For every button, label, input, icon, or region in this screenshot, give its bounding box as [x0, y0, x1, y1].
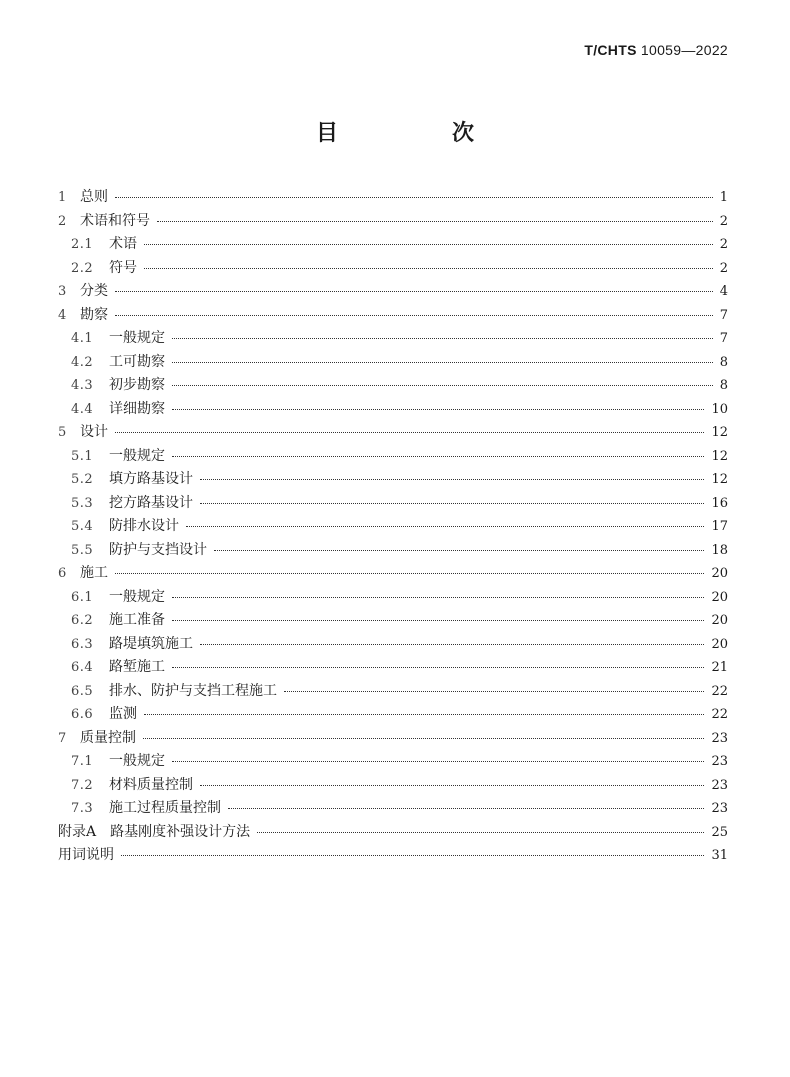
toc-leader-dots	[172, 619, 704, 621]
toc-leader-dots	[115, 431, 704, 433]
toc-entry-page: 12	[711, 448, 728, 464]
toc-entry-page: 22	[711, 683, 728, 699]
toc-entry-number: 6.2	[71, 613, 94, 628]
toc-entry[interactable]	[58, 797, 728, 821]
toc-entry-number: 7.3	[71, 801, 94, 816]
toc-entry-number: 2.1	[71, 237, 94, 252]
toc-leader-dots	[121, 854, 704, 856]
toc-leader-dots	[143, 737, 704, 739]
toc-entry-number: 4.3	[71, 378, 94, 393]
toc-entry-label: 术语	[109, 236, 137, 252]
toc-entry-label: 防排水设计	[109, 518, 179, 534]
toc-entry-label: 附录A 路基刚度补强设计方法	[58, 823, 251, 840]
toc-entry[interactable]	[58, 774, 728, 798]
toc-entry-number: 6.6	[71, 707, 94, 722]
toc-entry-number: 7	[58, 730, 67, 746]
toc-entry-label: 设计	[80, 424, 108, 440]
toc-entry-number: 5.2	[71, 472, 94, 487]
toc-entry[interactable]	[58, 680, 728, 704]
toc-entry-label: 防护与支挡设计	[109, 541, 207, 558]
toc-leader-dots	[144, 713, 704, 715]
standard-code	[584, 42, 728, 58]
toc-entry-label: 初步勘察	[109, 377, 165, 393]
toc-entry-number: 3	[58, 284, 67, 299]
toc-entry-label: 挖方路基设计	[109, 494, 193, 511]
toc-entry[interactable]	[58, 609, 728, 633]
toc-entry-label: 监测	[109, 706, 137, 722]
toc-entry-page: 1	[719, 190, 728, 205]
toc-entry[interactable]	[58, 703, 728, 727]
toc-entry-number: 5.5	[71, 542, 94, 558]
toc-entry-number: 6	[58, 566, 67, 581]
toc-entry[interactable]	[58, 304, 728, 328]
toc-entry-number: 2.2	[71, 260, 94, 276]
toc-leader-dots	[214, 549, 704, 551]
toc-leader-dots	[186, 525, 704, 527]
toc-entry-page: 4	[719, 284, 728, 299]
toc-entry-number: 5.4	[71, 519, 94, 534]
toc-entry-page: 8	[719, 378, 728, 393]
toc-entry-page: 20	[711, 613, 728, 628]
toc-entry-page: 7	[719, 307, 728, 323]
toc-entry-number: 6.1	[71, 589, 94, 605]
toc-entry-label: 施工准备	[109, 612, 165, 628]
toc-entry-page: 2	[719, 237, 728, 252]
toc-entry-number: 6.3	[71, 636, 94, 652]
toc-entry-label: 一般规定	[109, 330, 165, 346]
toc-entry-label: 施工	[80, 565, 108, 581]
toc-leader-dots	[284, 690, 704, 692]
toc-entry-number: 5.3	[71, 495, 94, 511]
toc-leader-dots	[228, 807, 704, 809]
toc-entry[interactable]	[58, 750, 728, 774]
toc-entry-number: 5	[58, 425, 67, 440]
toc-entry[interactable]	[58, 468, 728, 492]
toc-entry-number: 2	[58, 213, 67, 229]
toc-entry[interactable]	[58, 351, 728, 375]
toc-entry-number: 4	[58, 307, 67, 323]
toc-entry[interactable]	[58, 233, 728, 257]
toc-leader-dots	[157, 220, 713, 222]
toc-entry-page: 22	[711, 707, 728, 722]
toc-entry[interactable]	[58, 186, 728, 210]
toc-entry[interactable]	[58, 633, 728, 657]
toc-entry-label: 用词说明	[58, 847, 114, 863]
toc-entry-number: 6.5	[71, 683, 94, 699]
toc-entry[interactable]	[58, 374, 728, 398]
toc-entry[interactable]	[58, 727, 728, 751]
toc-entry[interactable]	[58, 280, 728, 304]
toc-entry-page: 12	[711, 425, 728, 440]
toc-entry-page: 21	[711, 660, 728, 675]
toc-entry-page: 31	[711, 848, 728, 863]
toc-entry-number: 7.1	[71, 754, 94, 769]
toc-entry-label: 施工过程质量控制	[109, 800, 221, 816]
toc-leader-dots	[200, 784, 704, 786]
standard-code-prefix: T/CHTS	[584, 42, 637, 58]
toc-entry[interactable]	[58, 844, 728, 868]
toc-entry-label: 分类	[80, 283, 108, 299]
toc-leader-dots	[144, 243, 713, 245]
toc-entry[interactable]	[58, 656, 728, 680]
toc-leader-dots	[172, 760, 704, 762]
toc-entry[interactable]	[58, 562, 728, 586]
toc-entry-label: 工可勘察	[109, 353, 165, 370]
toc-entry-page: 23	[711, 754, 728, 769]
standard-code-number: 10059—2022	[640, 42, 728, 58]
toc-leader-dots	[172, 455, 704, 457]
toc-entry[interactable]	[58, 210, 728, 234]
toc-entry-page: 7	[719, 331, 728, 346]
toc-entry-page: 20	[711, 566, 728, 581]
toc-leader-dots	[115, 290, 713, 292]
toc-leader-dots	[115, 572, 704, 574]
toc-entry-page: 12	[711, 472, 728, 487]
toc-leader-dots	[172, 361, 713, 363]
toc-entry[interactable]	[58, 398, 728, 422]
toc-leader-dots	[200, 643, 704, 645]
toc-entry-page: 8	[719, 354, 728, 370]
toc-entry-label: 一般规定	[109, 447, 165, 464]
toc-leader-dots	[172, 408, 704, 410]
toc-entry-page: 17	[711, 519, 728, 534]
toc-entry[interactable]	[58, 445, 728, 469]
toc-entry-page: 25	[711, 824, 728, 840]
toc-leader-dots	[200, 478, 704, 480]
toc-entry-label: 路堤填筑施工	[109, 635, 193, 652]
toc-entry-page: 23	[711, 730, 728, 746]
toc-entry-page: 23	[711, 801, 728, 816]
toc-entry-label: 勘察	[80, 306, 108, 323]
toc-entry-number: 6.4	[71, 660, 94, 675]
toc-entry-label: 排水、防护与支挡工程施工	[109, 682, 277, 699]
toc-entry[interactable]	[58, 515, 728, 539]
toc-entry[interactable]	[58, 421, 728, 445]
table-of-contents	[58, 186, 728, 868]
toc-entry[interactable]	[58, 327, 728, 351]
toc-entry-label: 质量控制	[80, 729, 136, 746]
toc-entry-label: 填方路基设计	[109, 471, 193, 487]
toc-entry-page: 2	[719, 260, 728, 276]
page-title: 目 次	[315, 121, 520, 146]
toc-leader-dots	[144, 267, 713, 269]
toc-entry-label: 符号	[109, 259, 137, 276]
toc-entry-number: 4.4	[71, 401, 94, 417]
toc-entry-page: 20	[711, 636, 728, 652]
toc-leader-dots	[257, 831, 704, 833]
toc-entry-label: 术语和符号	[80, 212, 150, 229]
toc-entry-page: 18	[711, 542, 728, 558]
toc-entry-label: 详细勘察	[109, 400, 165, 417]
toc-entry-page: 10	[711, 401, 728, 417]
toc-entry-label: 一般规定	[109, 753, 165, 769]
toc-entry[interactable]	[58, 586, 728, 610]
toc-entry[interactable]	[58, 257, 728, 281]
toc-entry-page: 23	[711, 777, 728, 793]
toc-entry-number: 5.1	[71, 448, 94, 464]
toc-entry-page: 20	[711, 589, 728, 605]
toc-entry[interactable]	[58, 539, 728, 563]
toc-leader-dots	[172, 384, 713, 386]
toc-entry-number: 4.2	[71, 354, 94, 370]
toc-entry-label: 路堑施工	[109, 659, 165, 675]
toc-entry[interactable]	[58, 492, 728, 516]
toc-leader-dots	[200, 502, 704, 504]
toc-leader-dots	[172, 596, 704, 598]
toc-entry-page: 2	[719, 213, 728, 229]
toc-entry-label: 材料质量控制	[109, 776, 193, 793]
toc-entry-page: 16	[711, 495, 728, 511]
toc-entry-number: 4.1	[71, 331, 94, 346]
toc-entry-number: 1	[58, 190, 67, 205]
toc-leader-dots	[172, 666, 704, 668]
toc-entry-number: 7.2	[71, 777, 94, 793]
toc-leader-dots	[172, 337, 713, 339]
toc-entry[interactable]	[58, 821, 728, 845]
toc-entry-label: 一般规定	[109, 588, 165, 605]
toc-leader-dots	[115, 196, 713, 198]
toc-entry-label: 总则	[80, 189, 108, 205]
toc-leader-dots	[115, 314, 713, 316]
